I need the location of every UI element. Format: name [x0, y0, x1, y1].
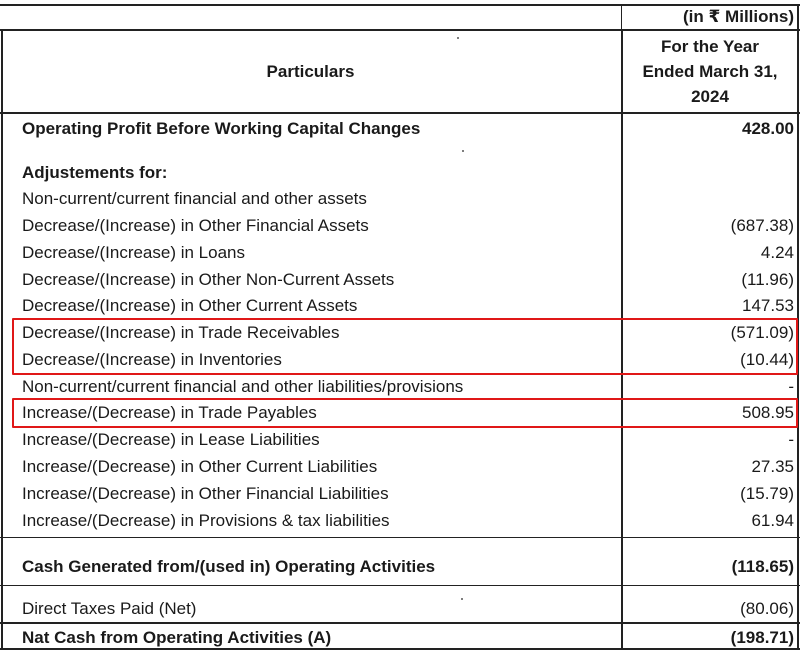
scan-speck — [462, 150, 464, 152]
row-value: (11.96) — [741, 270, 794, 289]
row-label: Increase/(Decrease) in Other Current Liabilities — [22, 457, 378, 476]
row-label: Increase/(Decrease) in Trade Payables — [22, 403, 317, 422]
period-header-line1: For the Year — [661, 37, 759, 56]
row-label: Decrease/(Increase) in Loans — [22, 243, 246, 262]
row-label: Decrease/(Increase) in Other Current Assets — [22, 296, 358, 315]
header-bottom-border — [0, 112, 800, 114]
row-value: 428.00 — [742, 119, 794, 138]
row-value: (10.44) — [740, 350, 794, 369]
row-value: (571.09) — [730, 323, 794, 342]
row-label: Adjustements for: — [22, 163, 168, 182]
section-divider — [0, 537, 800, 538]
row-value: (198.71) — [730, 628, 794, 647]
row-label: Decrease/(Increase) in Other Non-Current Assets — [22, 270, 395, 289]
net-cash-divider — [0, 622, 800, 624]
row-value: 27.35 — [751, 457, 794, 476]
row-label: Decrease/(Increase) in Trade Receivables — [22, 323, 340, 342]
scan-speck — [457, 37, 459, 39]
left-border — [1, 29, 3, 650]
row-label: Nat Cash from Operating Activities (A) — [22, 628, 332, 647]
row-label: Non-current/current financial and other liabilities/provisions — [22, 377, 464, 396]
header-top-border — [0, 29, 800, 31]
cash-generated-divider — [0, 585, 800, 586]
row-value: 61.94 — [751, 511, 794, 530]
units-left-border — [621, 4, 622, 29]
scan-speck — [461, 598, 463, 600]
particulars-header: Particulars — [266, 62, 355, 81]
period-header-line2: Ended March 31, — [642, 62, 778, 81]
highlight-trade-payables — [12, 398, 798, 428]
row-label: Direct Taxes Paid (Net) — [22, 599, 197, 618]
row-label: Increase/(Decrease) in Provisions & tax liabilities — [22, 511, 390, 530]
row-value: (15.79) — [740, 484, 794, 503]
row-label: Decrease/(Increase) in Other Financial Assets — [22, 216, 369, 235]
row-label: Increase/(Decrease) in Other Financial Liabilities — [22, 484, 389, 503]
period-header-line3: 2024 — [691, 87, 729, 106]
row-value: 147.53 — [742, 296, 794, 315]
units-note: (in ₹ Millions) — [683, 7, 794, 26]
row-value: (80.06) — [740, 599, 794, 618]
row-value: 508.95 — [742, 403, 794, 422]
row-value: - — [788, 430, 794, 449]
row-value: - — [788, 377, 794, 396]
row-value: (687.38) — [730, 216, 794, 235]
highlight-receivables-inventories — [12, 318, 798, 375]
top-border — [0, 4, 800, 6]
row-label: Cash Generated from/(used in) Operating Activities — [22, 557, 436, 576]
bottom-border — [0, 648, 800, 650]
row-label: Increase/(Decrease) in Lease Liabilities — [22, 430, 320, 449]
row-label: Operating Profit Before Working Capital Changes — [22, 119, 421, 138]
row-label: Decrease/(Increase) in Inventories — [22, 350, 282, 369]
row-value: 4.24 — [760, 243, 794, 262]
row-label: Non-current/current financial and other assets — [22, 189, 367, 208]
row-value: (118.65) — [731, 557, 794, 576]
